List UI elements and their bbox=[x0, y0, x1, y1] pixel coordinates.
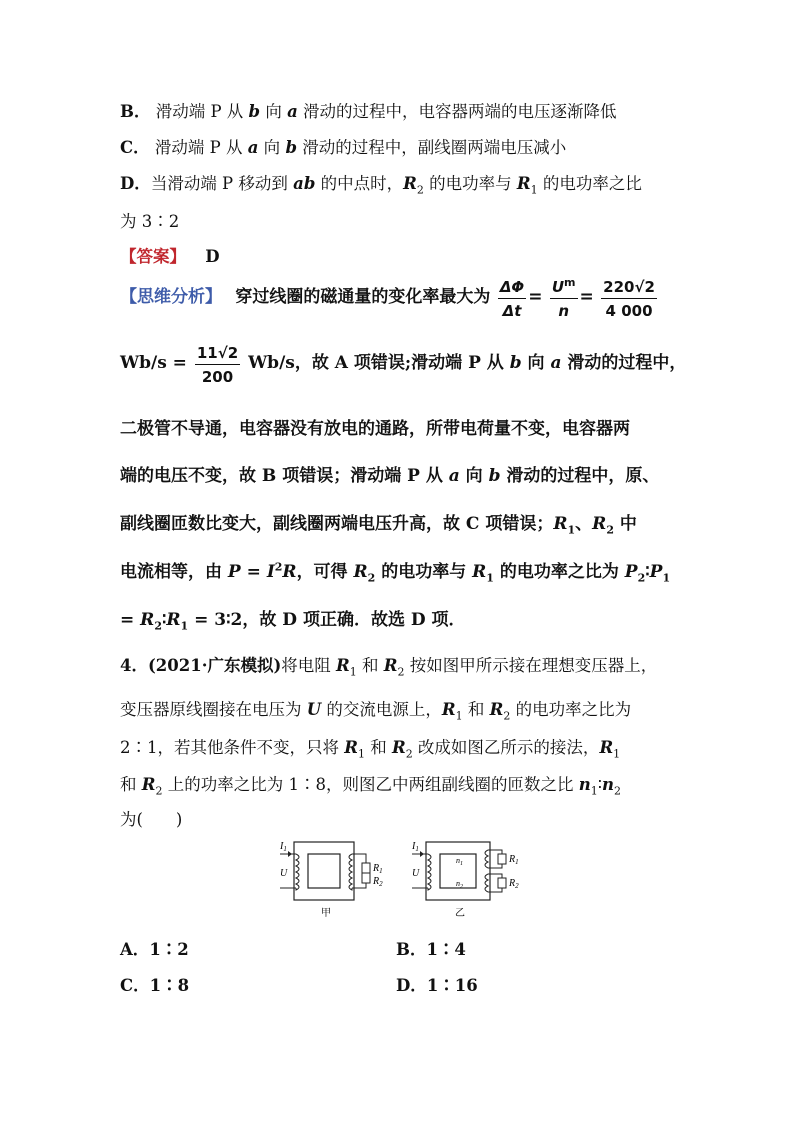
analysis-line-4: 端的电压不变，故 B 项错误；滑动端 P 从 a 向 b 滑动的过程中，原、 bbox=[120, 466, 660, 486]
analysis-line-3: 二极管不导通，电容器没有放电的通路，所带电荷量不变，电容器两 bbox=[120, 419, 630, 439]
answer-value: D bbox=[205, 247, 220, 266]
question4-line-3: 2∶1，若其他条件不变，只将 $R_1$ 和 $R_2$ 改成如图乙所示的接法，$R_1$ bbox=[120, 738, 621, 761]
flux-fraction: $\frac{\Delta\Phi}{\Delta t}$ bbox=[499, 278, 525, 320]
choice-d[interactable]: D．1∶16 bbox=[396, 976, 478, 995]
transformer-figure-jia bbox=[278, 836, 398, 922]
option-b: B． 滑动端 P 从 b 向 a 滑动的过程中，电容器两端的电压逐渐降低 bbox=[120, 102, 617, 121]
question4-line-4: 和 $R_2$ 上的功率之比为 1∶8，则图乙中两组副线圈的匝数之比 $n_1∶n_2$ bbox=[120, 775, 621, 798]
resistor-r2 bbox=[498, 878, 506, 888]
question-number: 4．(2021·广东模拟) bbox=[120, 656, 282, 675]
svg-text:U: U bbox=[280, 868, 288, 879]
analysis-label: 【思维分析】 bbox=[120, 287, 222, 307]
answer-label: 【答案】 bbox=[120, 247, 186, 266]
svg-text:n1: $n_1$ bbox=[456, 856, 463, 867]
svg-text:R1: $R_1$ bbox=[373, 863, 383, 875]
answer-line bbox=[120, 243, 220, 267]
core-outer bbox=[294, 842, 354, 900]
svg-text:I1: $I_1$ bbox=[280, 841, 287, 853]
question4-line-2: 变压器原线圈接在电压为 U 的交流电源上，$R_1$ 和 $R_2$ 的电功率之比为 bbox=[120, 700, 632, 723]
um-n-fraction: $\frac{U^m}{n}$ bbox=[551, 276, 576, 320]
svg-text:n2: $n_2$ bbox=[456, 879, 463, 890]
analysis-line-7: = $R_2∶R_1$ = 3∶2，故 D 项正确．故选 D 项． bbox=[120, 610, 466, 633]
question4-line-5: 为( ) bbox=[120, 810, 183, 829]
choice-a[interactable]: A．1∶2 bbox=[120, 940, 189, 959]
resistor-r1 bbox=[498, 854, 506, 864]
core-outer bbox=[426, 842, 490, 900]
option-d-continuation: 为 3∶2 bbox=[120, 212, 180, 231]
option-c: C． 滑动端 P 从 a 向 b 滑动的过程中，副线圈两端电压减小 bbox=[120, 138, 567, 157]
analysis-line-5: 副线圈匝数比变大，副线圈两端电压升高，故 C 项错误；$R_1$、$R_2$ 中 bbox=[120, 514, 637, 537]
resistor-r1 bbox=[362, 863, 370, 873]
svg-text:R2: $R_2$ bbox=[509, 878, 519, 890]
svg-text:R1: $R_1$ bbox=[509, 854, 519, 866]
value-fraction: $\frac{220√2}{4 000}$ bbox=[603, 278, 655, 320]
svg-text:I1: $I_1$ bbox=[412, 841, 419, 853]
caption-jia: 甲 bbox=[321, 908, 331, 919]
svg-text:U: U bbox=[412, 868, 420, 879]
flux-value-fraction: $\frac{11√2}{200}$ bbox=[196, 344, 239, 386]
svg-text:R2: $R_2$ bbox=[373, 876, 383, 888]
question4-line-1: 4．(2021·广东模拟)将电阻 $R_1$ 和 $R_2$ 按如图甲所示接在理想变压器上， bbox=[120, 656, 658, 679]
choice-b[interactable]: B．1∶4 bbox=[396, 940, 466, 959]
analysis-line-2: Wb/s = $\frac{11√2}{200}$ Wb/s，故 A 项错误;滑动端 P 从 b 向 a 滑动的过程中， bbox=[120, 344, 687, 386]
option-d: D．当滑动端 P 移动到 ab 的中点时，$R_2$ 的电功率与 $R_1$ 的电功率之比 bbox=[120, 174, 642, 197]
analysis-line-1: 【思维分析】 穿过线圈的磁通量的变化率最大为 $\frac{\Delta\Phi}{\Delta t}$ = $\frac{U^m}{n}$ = $\frac{220√2}{4 000}$ bbox=[120, 276, 655, 320]
resistor-r2 bbox=[362, 873, 370, 883]
analysis-line-6: 电流相等，由 $P = I^2R$，可得 $R_2$ 的电功率与 $R_1$ 的电功率之比为 $P_2∶P_1$ bbox=[120, 560, 671, 585]
choice-c[interactable]: C．1∶8 bbox=[120, 976, 190, 995]
core-inner bbox=[308, 854, 340, 888]
caption-yi: 乙 bbox=[455, 908, 465, 919]
transformer-figure-yi bbox=[410, 836, 530, 922]
